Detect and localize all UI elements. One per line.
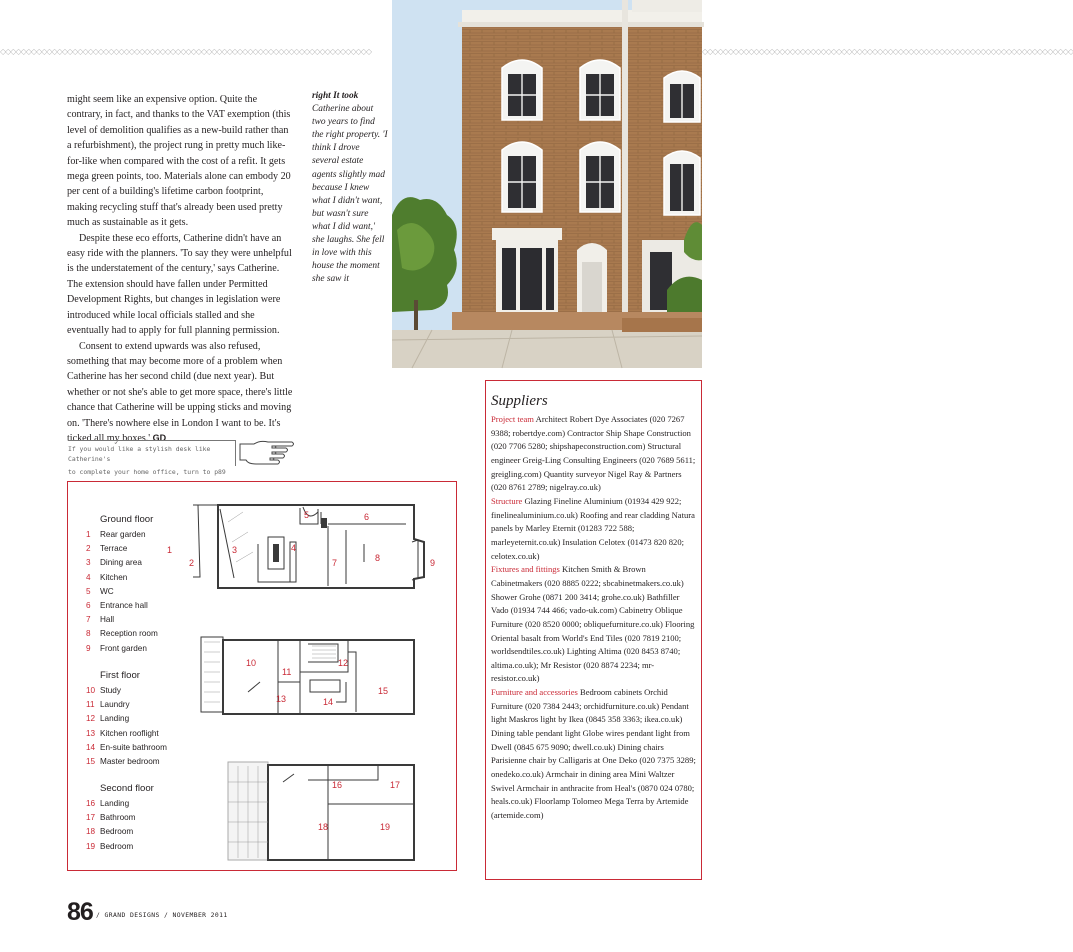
decorative-rule-left: ◇◇◇◇◇◇◇◇◇◇◇◇◇◇◇◇◇◇◇◇◇◇◇◇◇◇◇◇◇◇◇◇◇◇◇◇◇◇◇◇◇◇◇◇◇◇◇◇◇◇◇◇◇◇◇◇◇◇◇◇◇◇◇◇◇◇◇◇◇◇◇◇ bbox=[0, 47, 371, 56]
room-name: Rear garden bbox=[100, 530, 146, 539]
legend-row bbox=[86, 542, 236, 556]
room-number: 5 bbox=[86, 586, 91, 596]
legend-row bbox=[86, 741, 236, 755]
legend-row bbox=[86, 698, 236, 712]
plan-label: 10 bbox=[246, 658, 257, 668]
room-number: 7 bbox=[86, 615, 91, 625]
article-paragraph bbox=[67, 339, 293, 447]
plan-label: 4 bbox=[291, 543, 297, 553]
supplier-category: Furniture and accessories bbox=[491, 687, 578, 698]
room-name: Front garden bbox=[100, 643, 147, 653]
room-name: Dining area bbox=[100, 558, 142, 568]
plan-label: 14 bbox=[323, 697, 334, 707]
article-body bbox=[67, 92, 293, 446]
legend-row bbox=[86, 599, 236, 613]
article-paragraph: Despite these eco efforts, Catherine didn't have an easy ride with the planners. 'To say they were unhelpful is the understatement of the century,' says Catherine. The extension should have fallen under Permitted Development Rights, but changes in legislation were introduced while local officials stalled and she eventually had to apply for full planning permission. bbox=[67, 232, 292, 337]
room-number: 15 bbox=[86, 756, 96, 766]
room-name: Landing bbox=[100, 714, 130, 724]
legend-row bbox=[86, 684, 236, 698]
crossref-box bbox=[68, 440, 236, 476]
suppliers-list bbox=[491, 413, 696, 823]
room-name: Landing bbox=[100, 799, 130, 808]
plan-label: 6 bbox=[364, 512, 370, 522]
plan-label: 3 bbox=[232, 545, 238, 555]
legend-row bbox=[86, 797, 236, 811]
legend-ground-floor bbox=[86, 514, 236, 656]
plan-label: 18 bbox=[318, 822, 329, 832]
legend-row bbox=[86, 825, 236, 839]
suppliers-box bbox=[485, 380, 702, 880]
running-footer: / GRAND DESIGNS / NOVEMBER 2011 bbox=[96, 911, 228, 919]
room-number: 4 bbox=[86, 572, 91, 582]
supplier-category: Fixtures and fittings bbox=[491, 564, 560, 575]
room-number: 17 bbox=[86, 813, 96, 823]
room-number: 6 bbox=[86, 600, 91, 610]
article-paragraph: might seem like an expensive option. Quite the contrary, in fact, and thanks to the VAT exemption (this level of demolition qualifies as a new-build rather than a refurbishment), the project rung in pretty much like-for-like when compared with the cost of a refit. It gets mega green points, too. Materials alone can embody 20 per cent of a building's lifetime carbon footprint, making recycling stuff that's already been used pretty much as sustainable as it gets. bbox=[67, 94, 291, 229]
legend-row bbox=[86, 642, 236, 656]
pull-quote-text: Catherine about two years to find the right property. 'I think I drove several estate agents slightly mad because I knew what I didn't want, but wasn't sure what I did want,' she laughs. She fell in love with this house the moment she saw it bbox=[312, 104, 388, 285]
legend-row bbox=[86, 755, 236, 769]
floorplan-box bbox=[67, 481, 457, 871]
legend-row bbox=[86, 627, 236, 641]
legend-row bbox=[86, 571, 236, 585]
house-facade-illustration bbox=[392, 0, 702, 368]
room-number: 10 bbox=[86, 686, 96, 695]
legend-row bbox=[86, 811, 236, 825]
room-name: Kitchen rooflight bbox=[100, 728, 159, 738]
supplier-details: Glazing Fineline Aluminium (01934 429 922; finelinealuminium.co.uk) Roofing and rear cladding Natura panels by Marley Eternit (01283 722 588; marleyeternit.co.uk) Insulation Celotex (01473 820 820; celotex.co.uk) bbox=[491, 495, 695, 561]
room-number: 19 bbox=[86, 841, 96, 851]
room-name: WC bbox=[100, 586, 114, 596]
floor-title: First floor bbox=[100, 670, 140, 681]
article-paragraph-text: Consent to extend upwards was also refused, something that may become more of a problem when Catherine has her second child (due next year). But whether or not she's able to get more space, there's little chance that Catherine will be upping sticks and moving on. 'There's nowhere else in London I want to be. It's ticked all my boxes.' bbox=[67, 340, 293, 444]
room-name: Kitchen bbox=[100, 572, 128, 582]
legend-second-floor bbox=[86, 783, 236, 854]
legend-row bbox=[86, 613, 236, 627]
legend-row bbox=[86, 585, 236, 599]
floor-title: Ground floor bbox=[100, 514, 154, 525]
room-number: 1 bbox=[86, 530, 91, 539]
house-photo bbox=[392, 0, 702, 368]
room-number: 8 bbox=[86, 629, 91, 639]
room-name: Hall bbox=[100, 615, 115, 625]
plan-label: 15 bbox=[378, 686, 389, 696]
room-name: Reception room bbox=[100, 629, 158, 639]
plan-label: 12 bbox=[338, 658, 349, 668]
room-number: 2 bbox=[86, 544, 91, 554]
room-name: Terrace bbox=[100, 544, 128, 554]
plan-label: 8 bbox=[375, 553, 381, 563]
supplier-details: Bedroom cabinets Orchid Furniture (020 7384 2443; orchidfurniture.co.uk) Pendant light Maskros light by Ikea (0845 358 3363; ikea.co.uk) Dining table pendant light Globe wires pendant light from Dwell (0845 675 9090; dwell.co.uk) Dining chairs Parisienne chair by Calligaris at One Deko (020 7375 3289; onedeko.co.uk) Armchair in dining area Mini Waltzer Swivel Armchair in anthracite from Heal's (0870 024 0780; heals.co.uk) Floorlamp Tolomeo Mega Terra by Artemide (artemide.com) bbox=[491, 687, 696, 821]
supplier-details: Architect Robert Dye Associates (020 7267 9388; robertdye.com) Contractor Ship Shape Construction (020 7706 5280; shipshapeconstruction.com) Structural engineer Greig-Ling Consulting Engineers (020 7689 5611; greigling.com) Quantity surveyor Nigel Ray & Partners (020 8761 2789; nigelray.co.uk) bbox=[491, 414, 696, 493]
plan-label: 7 bbox=[332, 558, 338, 568]
legend-row bbox=[86, 727, 236, 741]
crossref-line: to complete your home office, turn to p89 bbox=[68, 468, 226, 476]
room-number: 9 bbox=[86, 643, 91, 653]
plan-label: 19 bbox=[380, 822, 391, 832]
room-name: Bedroom bbox=[100, 841, 134, 851]
plan-label: 17 bbox=[390, 780, 401, 790]
suppliers-title: Suppliers bbox=[491, 393, 548, 409]
plan-label: 2 bbox=[189, 558, 195, 568]
room-number: 3 bbox=[86, 558, 91, 568]
plan-label: 9 bbox=[430, 558, 436, 568]
room-number: 11 bbox=[86, 700, 95, 710]
floor-title: Second floor bbox=[100, 783, 154, 794]
pull-quote bbox=[312, 90, 388, 286]
room-name: Entrance hall bbox=[100, 600, 148, 610]
pull-quote-lead: right It took bbox=[312, 91, 359, 101]
room-name: En-suite bathroom bbox=[100, 742, 167, 752]
plan-label: 13 bbox=[276, 694, 287, 704]
supplier-category: Project team bbox=[491, 414, 534, 424]
pointing-hand-icon bbox=[238, 436, 296, 468]
room-number: 13 bbox=[86, 728, 96, 738]
plan-label: 5 bbox=[304, 510, 310, 520]
supplier-details: Kitchen Smith & Brown Cabinetmakers (020 8885 0222; sbcabinetmakers.co.uk) Shower Grohe (0871 200 3414; grohe.co.uk) Bathfiller Vado (01934 744 466; vado-uk.com) Cabinetry Oblique Furniture (020 8520 0000; obliquefurniture.co.uk) Flooring Oriental basalt from World's End Tiles (020 7819 2100; worldsendtiles.co.uk) Lighting Altima (020 8453 8740; altima.co.uk); Mr Resistor (020 8874 2234; mr-resistor.co.uk) bbox=[491, 564, 695, 684]
room-number: 16 bbox=[86, 799, 96, 808]
plan-label: 1 bbox=[167, 545, 173, 555]
end-mark: GD bbox=[152, 432, 167, 443]
room-name: Laundry bbox=[100, 700, 130, 710]
room-number: 12 bbox=[86, 714, 96, 724]
page-number: 86 bbox=[67, 898, 93, 926]
legend-first-floor bbox=[86, 670, 236, 769]
room-number: 14 bbox=[86, 742, 96, 752]
legend-row bbox=[86, 840, 236, 854]
legend-row bbox=[86, 556, 236, 570]
supplier-category: Structure bbox=[491, 495, 523, 506]
legend-row bbox=[86, 712, 236, 726]
legend-row bbox=[86, 528, 236, 542]
plan-label: 16 bbox=[332, 780, 343, 790]
room-name: Master bedroom bbox=[100, 756, 160, 766]
decorative-rule-right: ◇◇◇◇◇◇◇◇◇◇◇◇◇◇◇◇◇◇◇◇◇◇◇◇◇◇◇◇◇◇◇◇◇◇◇◇◇◇◇◇◇◇◇◇◇◇◇◇◇◇◇◇◇◇◇◇◇◇◇◇◇◇◇◇◇◇◇◇◇◇◇◇ bbox=[702, 47, 1073, 56]
room-name: Bedroom bbox=[100, 827, 134, 837]
room-name: Bathroom bbox=[100, 813, 136, 823]
plan-label: 11 bbox=[282, 667, 292, 677]
room-name: Study bbox=[100, 686, 121, 695]
crossref-line: If you would like a stylish desk like Catherine's bbox=[68, 445, 211, 463]
room-number: 18 bbox=[86, 827, 96, 837]
